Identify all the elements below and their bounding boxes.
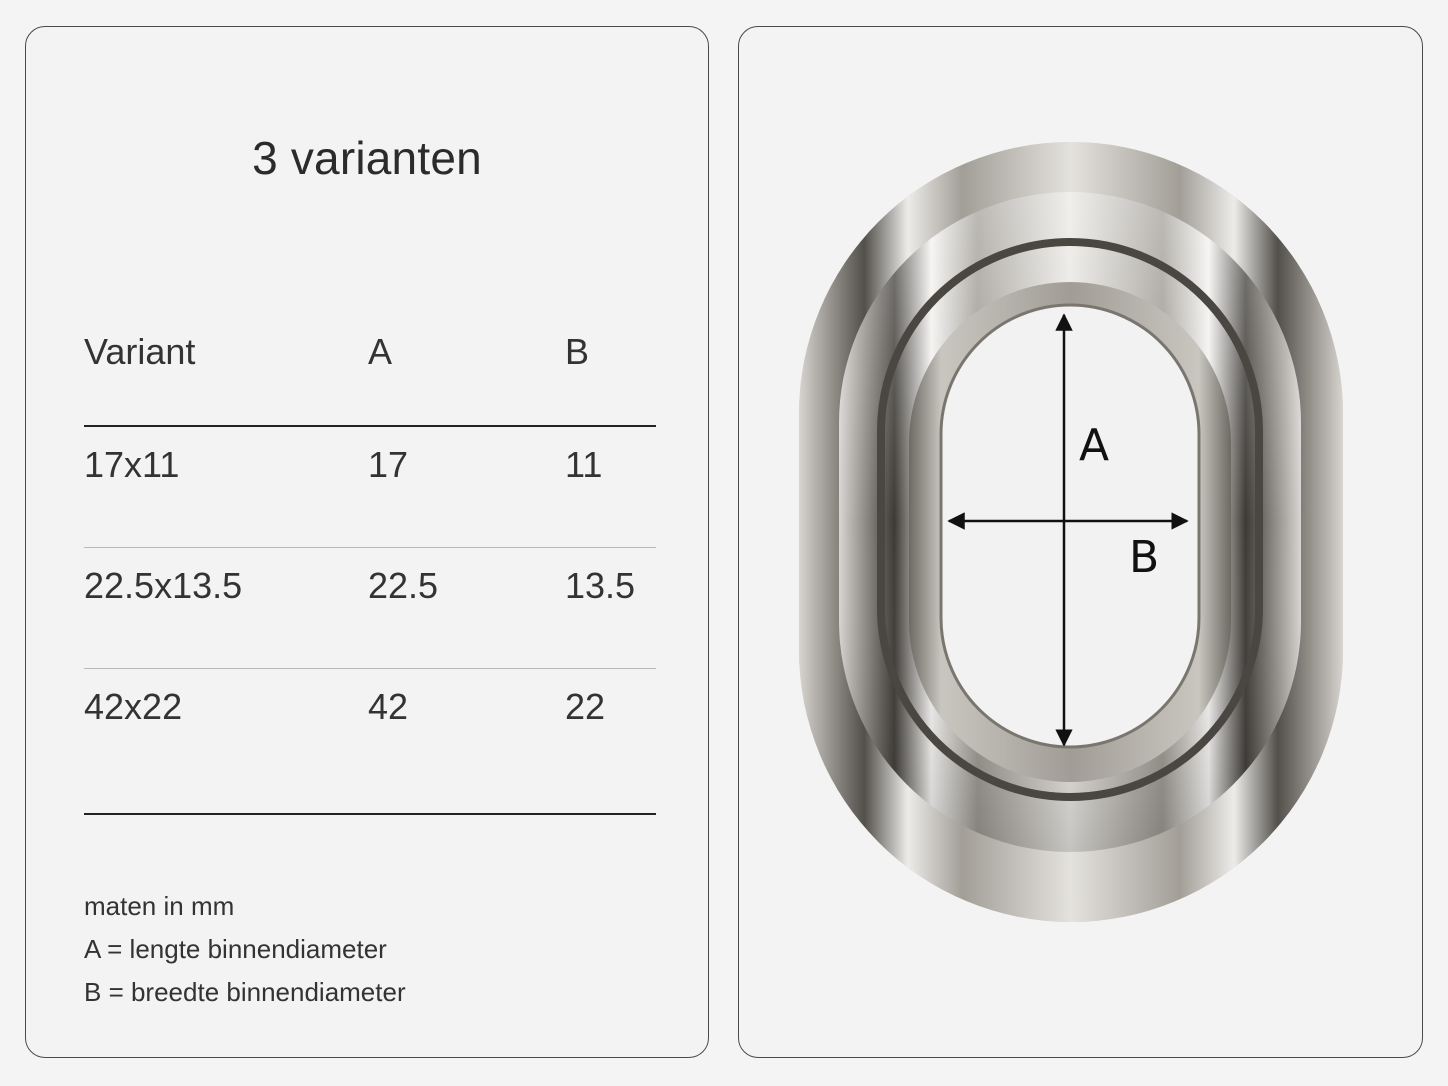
header-a: A bbox=[368, 331, 393, 372]
cell-b: 11 bbox=[565, 444, 603, 485]
cell-variant: 22.5x13.5 bbox=[84, 565, 243, 606]
panel-title: 3 varianten bbox=[252, 132, 482, 184]
cell-b: 13.5 bbox=[565, 565, 636, 606]
eyelet-diagram-panel bbox=[738, 26, 1423, 1058]
notes bbox=[84, 885, 406, 1014]
cell-a: 17 bbox=[368, 444, 409, 485]
cell-a: 42 bbox=[368, 686, 409, 727]
a-definition: A = lengte binnendiameter bbox=[84, 934, 387, 964]
table-bottom-rule bbox=[84, 813, 656, 815]
cell-b: 22 bbox=[565, 686, 606, 727]
units-note: maten in mm bbox=[84, 891, 235, 921]
header-b: B bbox=[565, 331, 590, 372]
header-variant: Variant bbox=[84, 331, 196, 372]
table-row bbox=[84, 642, 656, 763]
variants-table bbox=[84, 327, 656, 763]
eyelet-hole bbox=[941, 305, 1199, 747]
label-a: A bbox=[1079, 420, 1110, 471]
eyelet-illustration bbox=[739, 27, 1424, 1059]
table-header-row bbox=[84, 327, 656, 400]
table-row bbox=[84, 521, 656, 642]
size-table-panel bbox=[25, 26, 709, 1058]
cell-variant: 42x22 bbox=[84, 686, 183, 727]
cell-a: 22.5 bbox=[368, 565, 439, 606]
label-b: B bbox=[1129, 532, 1160, 583]
b-definition: B = breedte binnendiameter bbox=[84, 977, 406, 1007]
cell-variant: 17x11 bbox=[84, 444, 180, 485]
table-row bbox=[84, 400, 656, 521]
